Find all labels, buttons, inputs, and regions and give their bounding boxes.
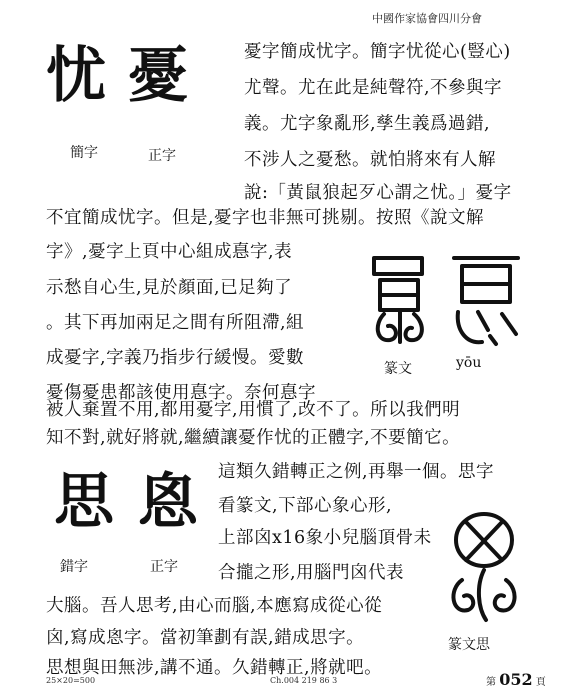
text-line: 不涉人之憂愁。就怕將來有人解 [244, 150, 496, 170]
text-line: 思想與田無涉,講不通。久錯轉正,將就吧。 [46, 658, 383, 678]
seal-si-caption: 篆文思 [448, 637, 490, 653]
page-label-pre: 第 [486, 677, 496, 688]
seal-script-you-drawing [366, 250, 536, 354]
seal-script-si-drawing [442, 508, 526, 632]
caption-wrong: 錯字 [60, 559, 88, 575]
text-line: 憂傷憂患都該使用惪字。奈何惪字 [46, 383, 316, 403]
text-line: 尤聲。尤在此是純聲符,不參與字 [244, 78, 503, 98]
text-line: 上部囟x16象小兒腦頂骨未 [218, 528, 432, 548]
page-number [486, 670, 546, 689]
caption-simplified: 簡字 [70, 145, 98, 161]
footer-code: Ch.004 219 86 3 [270, 676, 338, 685]
text-line: 囟,寫成恖字。當初筆劃有誤,錯成思字。 [46, 628, 365, 648]
text-line: 大腦。吾人思考,由心而腦,本應寫成從心從 [46, 596, 383, 616]
text-line: 示愁自心生,見於顏面,已足夠了 [46, 278, 293, 298]
page-label-post: 頁 [535, 677, 546, 688]
text-line: 知不對,就好將就,繼續讓憂作忧的正體字,不要簡它。 [46, 428, 461, 448]
text-line: 合攏之形,用腦門囟代表 [218, 563, 405, 583]
text-line: 。其下再加兩足之間有所阻滯,組 [46, 313, 305, 333]
header-note: 中國作家協會四川分會 [372, 12, 482, 25]
text-line: 成憂字,字義乃指步行緩慢。愛數 [46, 348, 305, 368]
footer-grid: 25×20=500 [46, 676, 96, 685]
text-line: 義。尤字象亂形,孳生義爲過錯, [244, 114, 491, 134]
caption-traditional: 正字 [148, 148, 176, 164]
text-line: 憂字簡成忧字。簡字忧從心(豎心) [244, 42, 511, 62]
wrong-glyph-si: 思 [54, 467, 114, 537]
text-line: 說:「黃鼠狼起歹心謂之忧。」憂字 [244, 183, 512, 203]
seal-you-caption-label: 篆文 [384, 361, 412, 377]
text-line: 被人棄置不用,都用憂字,用慣了,改不了。所以我們明 [46, 400, 461, 420]
text-line: 這類久錯轉正之例,再舉一個。思字 [218, 462, 495, 482]
text-line: 字》,憂字上頁中心組成惪字,表 [46, 242, 293, 262]
simplified-glyph-you: 忧 [46, 41, 106, 111]
traditional-glyph-you: 憂 [128, 41, 188, 111]
page-number-value: 052 [499, 670, 533, 689]
text-line: 不宜簡成忧字。但是,憂字也非無可挑剔。按照《說文解 [46, 208, 485, 228]
correct-glyph-si: 恖 [138, 467, 198, 537]
seal-you-caption-pinyin: yōu [456, 355, 482, 371]
caption-correct: 正字 [150, 559, 178, 575]
text-line: 看篆文,下部心象心形, [218, 496, 393, 516]
